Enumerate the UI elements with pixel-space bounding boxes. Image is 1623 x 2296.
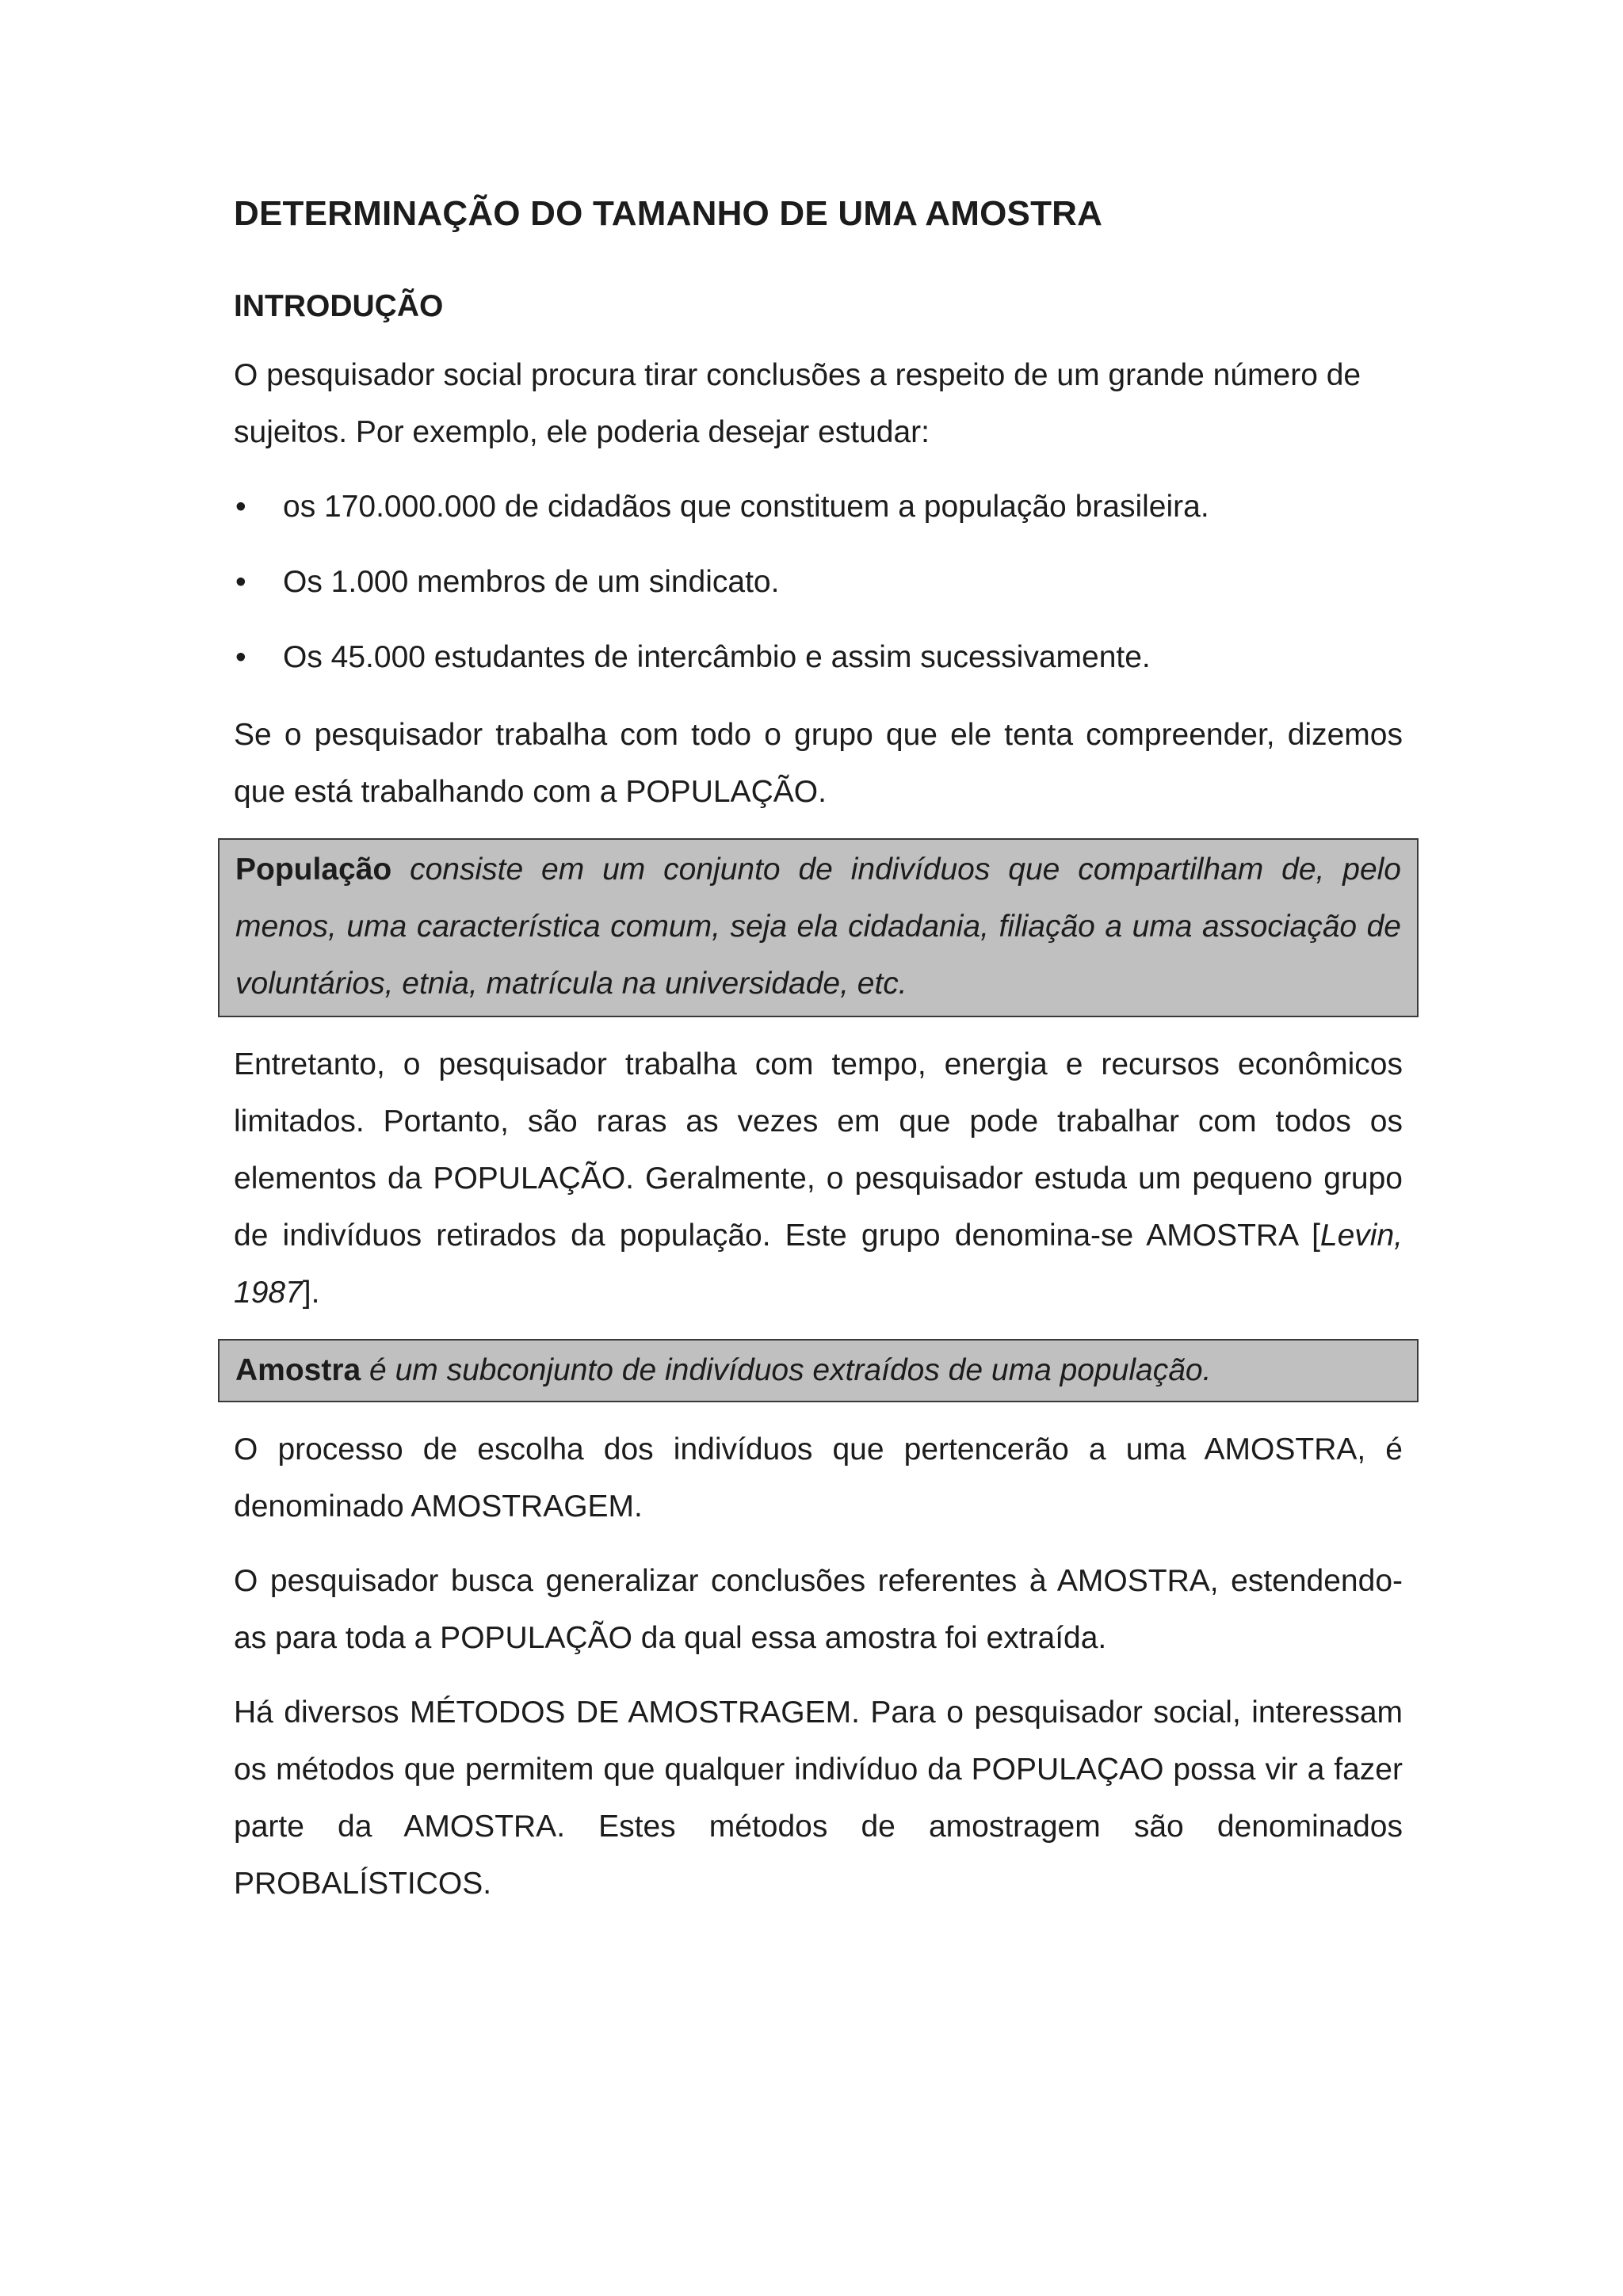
sample-definition-box [218, 1339, 1419, 1402]
sampling-paragraph: O processo de escolha dos indivíduos que pertencerão a uma AMOSTRA, é denominado AMOSTRAGEM. [234, 1432, 1403, 1524]
bullet-icon: • [235, 490, 246, 524]
list-item-text: Os 1.000 membros de um sindicato. [283, 565, 780, 599]
bullet-icon: • [235, 565, 246, 599]
examples-list [234, 479, 1403, 686]
definition-text: consiste em um conjunto de indivíduos que compartilham de, pelo menos, uma característica comum, seja ela cidadania, filiação a uma associação de voluntários, etnia, matrícula na universidade, etc. [235, 852, 1401, 1001]
definition-term: Amostra [235, 1353, 361, 1387]
intro-paragraph: O pesquisador social procura tirar conclusões a respeito de um grande número de sujeitos. Por exemplo, ele poderia desejar estudar: [234, 358, 1361, 449]
methods-paragraph: Há diversos MÉTODOS DE AMOSTRAGEM. Para o pesquisador social, interessam os métodos que permitem que qualquer indivíduo da POPULAÇAO possa vir a fazer parte da AMOSTRA. Estes métodos de amostragem são denominados PROBALÍSTICOS. [234, 1695, 1403, 1901]
population-paragraph: Se o pesquisador trabalha com todo o grupo que ele tenta compreender, dizemos que está trabalhando com a POPULAÇÃO. [234, 718, 1403, 809]
citation: Levin, 1987 [234, 1219, 1403, 1310]
section-heading-introducao: INTRODUÇÃO [234, 289, 444, 323]
generalize-paragraph: O pesquisador busca generalizar conclusões referentes à AMOSTRA, estendendo-as para toda a POPULAÇÃO da qual essa amostra foi extraída. [234, 1564, 1403, 1655]
limits-paragraph-closing: ]. [302, 1276, 320, 1310]
bullet-icon: • [235, 640, 246, 674]
population-definition-box [218, 838, 1419, 1017]
list-item [234, 479, 1403, 536]
document-page [234, 190, 1403, 1930]
list-item [234, 629, 1403, 686]
list-item [234, 554, 1403, 611]
list-item-text: os 170.000.000 de cidadãos que constituem a população brasileira. [283, 490, 1209, 524]
definition-term: População [235, 852, 392, 887]
list-item-text: Os 45.000 estudantes de intercâmbio e assim sucessivamente. [283, 640, 1151, 674]
definition-text: é um subconjunto de indivíduos extraídos de uma população. [361, 1353, 1212, 1387]
document-title: DETERMINAÇÃO DO TAMANHO DE UMA AMOSTRA [234, 194, 1103, 233]
limits-paragraph-text: Entretanto, o pesquisador trabalha com tempo, energia e recursos econômicos limitados. Portanto, são raras as vezes em que pode trabalhar com todos os elementos da POPULAÇÃO. Geralmente, o pesquisador estuda um pequeno grupo de indivíduos retirados da população. Este grupo denomina-se AMOSTRA [ [234, 1047, 1403, 1253]
limits-paragraph [234, 1036, 1403, 1322]
